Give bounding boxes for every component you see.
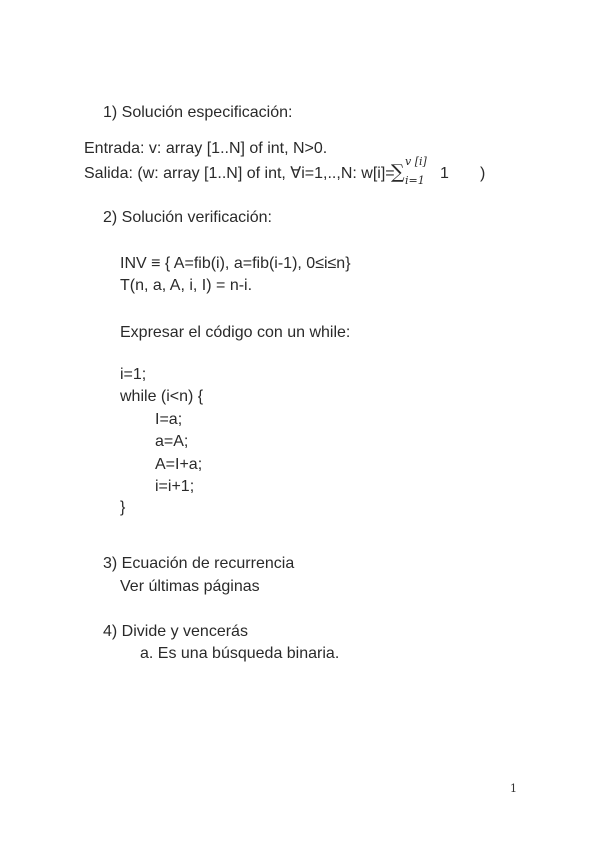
code-line: } [120, 499, 126, 516]
sum-body: 1 [440, 165, 449, 182]
code-line: a=A; [155, 433, 189, 450]
salida-close-paren: ) [480, 165, 486, 182]
sum-upper-limit: v [i] [405, 155, 427, 168]
expresar-line: Expresar el código con un while: [120, 324, 351, 341]
section-4-heading: 4) Divide y vencerás [103, 623, 248, 640]
code-line: i=i+1; [155, 478, 195, 495]
code-line: I=a; [155, 411, 183, 428]
bound-function-line: T(n, a, A, i, I) = n-i. [120, 277, 253, 294]
section-1-heading: 1) Solución especificación: [103, 104, 293, 121]
code-line: i=1; [120, 366, 147, 383]
section-4-item: a. Es una búsqueda binaria. [140, 645, 340, 662]
section-3-body: Ver últimas páginas [120, 578, 260, 595]
entrada-line: Entrada: v: array [1..N] of int, N>0. [84, 140, 328, 157]
invariant-line: INV ≡ { A=fib(i), a=fib(i-1), 0≤i≤n} [120, 255, 351, 272]
section-2-heading: 2) Solución verificación: [103, 209, 272, 226]
sum-lower-limit: i=1 [405, 174, 425, 187]
code-line: while (i<n) { [120, 388, 204, 405]
sum-symbol: ∑ [391, 161, 405, 183]
section-3-heading: 3) Ecuación de recurrencia [103, 555, 295, 572]
salida-prefix: Salida: (w: array [1..N] of int, ∀i=1,..,N: w[i]= [84, 165, 395, 182]
page-number: 1 [510, 782, 517, 795]
salida-line [84, 164, 395, 184]
code-line: A=I+a; [155, 456, 203, 473]
